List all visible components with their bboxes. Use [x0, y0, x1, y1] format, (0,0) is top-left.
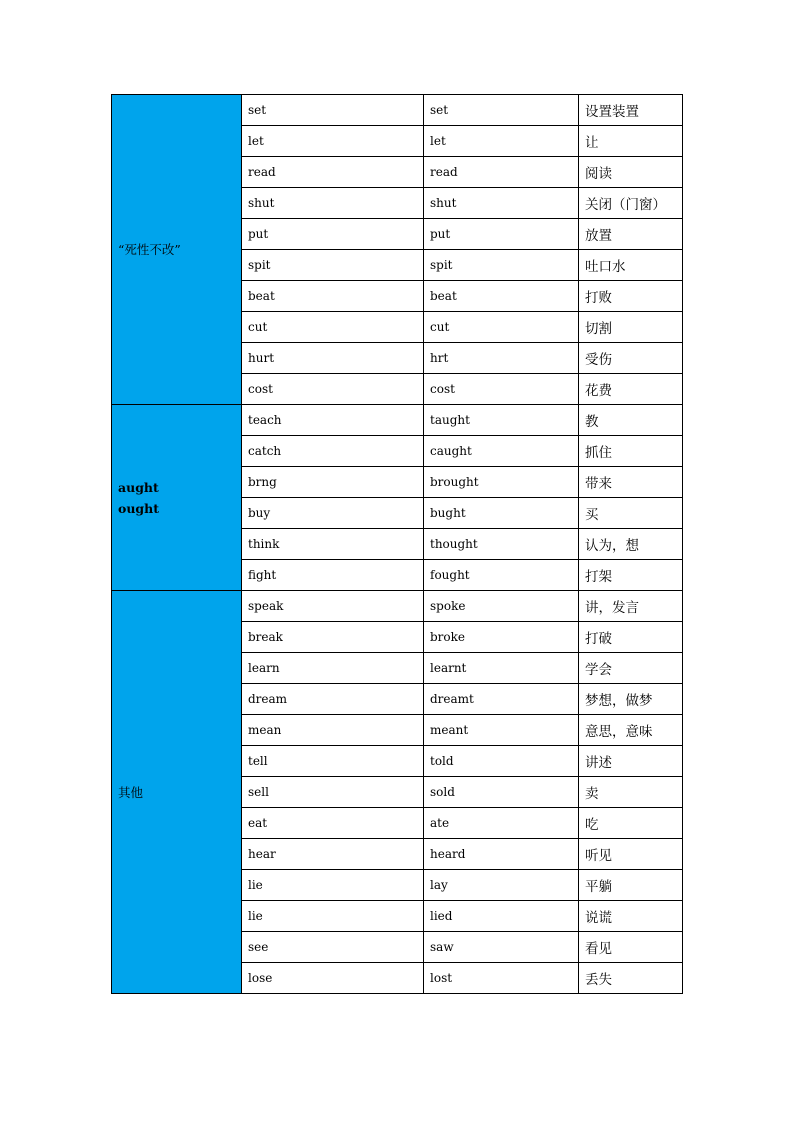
- base-form-cell: hear: [242, 839, 424, 870]
- meaning-cell: 讲述: [579, 746, 683, 777]
- base-form-cell: tell: [242, 746, 424, 777]
- group-label: aught: [118, 479, 159, 495]
- group-label: 其他: [118, 784, 144, 800]
- meaning-cell: 卖: [579, 777, 683, 808]
- meaning-cell: 受伤: [579, 343, 683, 374]
- past-form-cell: learnt: [424, 653, 579, 684]
- past-form-cell: let: [424, 126, 579, 157]
- meaning-cell: 带来: [579, 467, 683, 498]
- past-form-cell: lost: [424, 963, 579, 994]
- group-label: “死性不改”: [118, 242, 181, 257]
- past-form-cell: bught: [424, 498, 579, 529]
- base-form-cell: break: [242, 622, 424, 653]
- meaning-cell: 看见: [579, 932, 683, 963]
- past-form-cell: cut: [424, 312, 579, 343]
- base-form-cell: lie: [242, 901, 424, 932]
- meaning-cell: 讲，发言: [579, 591, 683, 622]
- past-form-cell: hrt: [424, 343, 579, 374]
- base-form-cell: think: [242, 529, 424, 560]
- past-form-cell: heard: [424, 839, 579, 870]
- meaning-cell: 教: [579, 405, 683, 436]
- meaning-cell: 关闭（门窗）: [579, 188, 683, 219]
- base-form-cell: sell: [242, 777, 424, 808]
- past-form-cell: brought: [424, 467, 579, 498]
- past-form-cell: beat: [424, 281, 579, 312]
- base-form-cell: see: [242, 932, 424, 963]
- past-form-cell: dreamt: [424, 684, 579, 715]
- past-form-cell: lay: [424, 870, 579, 901]
- base-form-cell: shut: [242, 188, 424, 219]
- table-row: [112, 405, 683, 436]
- base-form-cell: learn: [242, 653, 424, 684]
- group-label-cell: [112, 95, 242, 405]
- base-form-cell: cut: [242, 312, 424, 343]
- base-form-cell: fight: [242, 560, 424, 591]
- past-form-cell: saw: [424, 932, 579, 963]
- base-form-cell: buy: [242, 498, 424, 529]
- base-form-cell: put: [242, 219, 424, 250]
- meaning-cell: 平躺: [579, 870, 683, 901]
- past-form-cell: spit: [424, 250, 579, 281]
- past-form-cell: thought: [424, 529, 579, 560]
- past-form-cell: ate: [424, 808, 579, 839]
- meaning-cell: 买: [579, 498, 683, 529]
- meaning-cell: 丢失: [579, 963, 683, 994]
- meaning-cell: 意思，意味: [579, 715, 683, 746]
- meaning-cell: 学会: [579, 653, 683, 684]
- past-form-cell: taught: [424, 405, 579, 436]
- meaning-cell: 设置装置: [579, 95, 683, 126]
- group-label-cell: [112, 591, 242, 994]
- base-form-cell: lose: [242, 963, 424, 994]
- past-form-cell: spoke: [424, 591, 579, 622]
- past-form-cell: fought: [424, 560, 579, 591]
- base-form-cell: lie: [242, 870, 424, 901]
- past-form-cell: lied: [424, 901, 579, 932]
- past-form-cell: read: [424, 157, 579, 188]
- past-form-cell: cost: [424, 374, 579, 405]
- table-row: [112, 591, 683, 622]
- meaning-cell: 听见: [579, 839, 683, 870]
- base-form-cell: speak: [242, 591, 424, 622]
- past-form-cell: set: [424, 95, 579, 126]
- meaning-cell: 阅读: [579, 157, 683, 188]
- base-form-cell: catch: [242, 436, 424, 467]
- meaning-cell: 放置: [579, 219, 683, 250]
- verb-table-body: [112, 95, 683, 994]
- base-form-cell: cost: [242, 374, 424, 405]
- past-form-cell: caught: [424, 436, 579, 467]
- meaning-cell: 打架: [579, 560, 683, 591]
- base-form-cell: let: [242, 126, 424, 157]
- meaning-cell: 抓住: [579, 436, 683, 467]
- group-label-cell: [112, 405, 242, 591]
- irregular-verb-table: [111, 94, 683, 994]
- base-form-cell: teach: [242, 405, 424, 436]
- base-form-cell: eat: [242, 808, 424, 839]
- meaning-cell: 切割: [579, 312, 683, 343]
- meaning-cell: 说谎: [579, 901, 683, 932]
- base-form-cell: brng: [242, 467, 424, 498]
- past-form-cell: sold: [424, 777, 579, 808]
- base-form-cell: hurt: [242, 343, 424, 374]
- meaning-cell: 花费: [579, 374, 683, 405]
- meaning-cell: 吐口水: [579, 250, 683, 281]
- meaning-cell: 让: [579, 126, 683, 157]
- base-form-cell: read: [242, 157, 424, 188]
- past-form-cell: shut: [424, 188, 579, 219]
- base-form-cell: spit: [242, 250, 424, 281]
- meaning-cell: 梦想，做梦: [579, 684, 683, 715]
- past-form-cell: meant: [424, 715, 579, 746]
- base-form-cell: beat: [242, 281, 424, 312]
- base-form-cell: mean: [242, 715, 424, 746]
- base-form-cell: set: [242, 95, 424, 126]
- group-label: ought: [118, 500, 160, 516]
- meaning-cell: 吃: [579, 808, 683, 839]
- meaning-cell: 打败: [579, 281, 683, 312]
- past-form-cell: broke: [424, 622, 579, 653]
- base-form-cell: dream: [242, 684, 424, 715]
- past-form-cell: put: [424, 219, 579, 250]
- meaning-cell: 打破: [579, 622, 683, 653]
- table-row: [112, 95, 683, 126]
- past-form-cell: told: [424, 746, 579, 777]
- meaning-cell: 认为，想: [579, 529, 683, 560]
